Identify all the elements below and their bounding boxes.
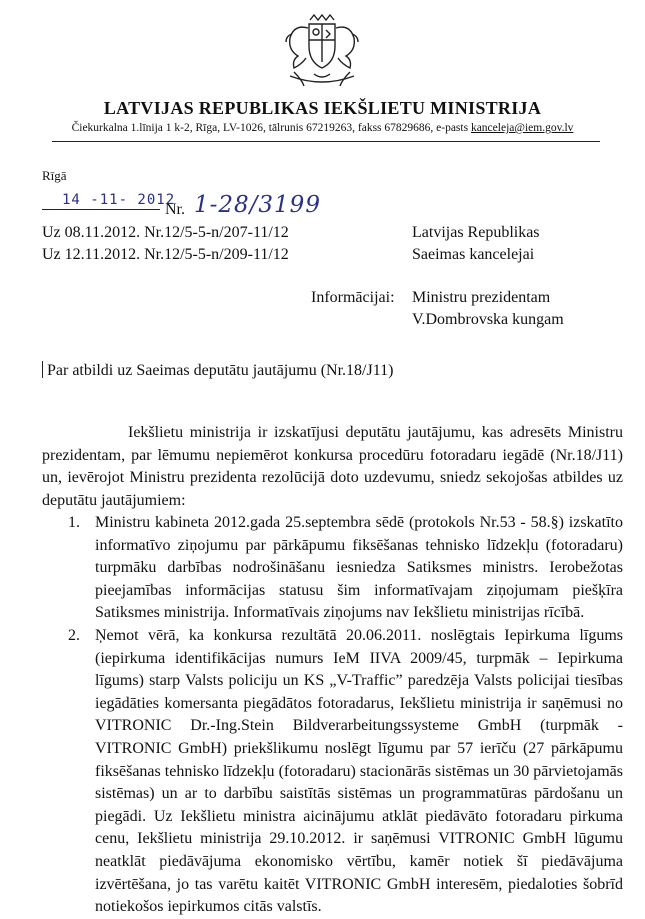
list-item-number: 2. [68,626,80,644]
answer-list [42,512,623,919]
list-item [42,625,623,919]
number-label: Nr. [165,201,185,218]
recipient-line: Saeimas kancelejai [412,246,535,263]
header-divider [52,141,600,142]
list-item-text: Ministru kabineta 2012.gada 25.septembra sēdē (protokols Nr.53 - 58.§) izskatīto informatīvo ziņojumu par pārkāpumu fiksēšanas tehnisko līdzekļu (fotoradaru) turpmāku darbības nodrošināšanu iesniedza Satiksmes ministrs. Ierobežotas pieejamības informācijas statusu šim informatīvajam ziņojumam piešķīra Satiksmes ministrija. Informatīvais ziņojums nav Iekšlietu ministrijas rīcībā. [95,514,623,622]
intro-paragraph: Iekšlietu ministrija ir izskatījusi deputātu jautājumu, kas adresēts Ministru prezidentam, par lēmumu nepiemērot konkursa procedūru fotoradaru iegādē (Nr.18/J11) un, ievērojot Ministru prezidenta rezolūcijā doto uzdevumu, sniedz sekojošas atbildes uz deputātu jautājumiem: [42,424,623,509]
email-link[interactable]: kanceleja@iem.gov.lv [470,122,574,134]
ministry-name: LATVIJAS REPUBLIKAS IEKŠLIETU MINISTRIJA [103,98,542,118]
reference-line: Uz 12.11.2012. Nr.12/5-5-n/209-11/12 [42,246,289,263]
coat-of-arms-icon [280,12,364,88]
handwritten-number: 1-28/3199 [194,192,321,218]
subject-text: Par atbildi uz Saeimas deputātu jautājumu (Nr.18/J11) [47,362,394,379]
list-item-text: Ņemot vērā, ka konkursa rezultātā 20.06.2011. noslēgtais Iepirkuma līgums (iepirkuma identifikācijas numurs IeM IIVA 2009/45, turpmāk – Iepirkuma līgums) starp Valsts policiju un KS „V-Traffic” paredzēja Valsts policijai tiesības iegādāties komersanta piegādātos fotoradarus, Iekšlietu ministrija ir saņēmusi no VITRONIC Dr.-Ing.Stein Bildverarbeitungssysteme GmbH (turpmāk - VITRONIC GmbH) priekšlikumu noslēgt līgumu par 57 ierīču (27 pārkāpumu fiksēšanas tehnisko līdzekļu (fotoradaru) stacionārās sistēmas un 30 pārvietojamās sistēmas) un ar to darbību saistītās sistēmas un programmatūras pārdošanu un piegādi. Uz Iekšlietu ministra aicinājumu atklāt piedāvāto fotoradaru pirkuma cenu, Iekšlietu ministrija 29.10.2012. ir saņēmusi VITRONIC GmbH lūgumu neatklāt piedāvājuma ekonomisko vērtību, kamēr notiek šī piedāvājuma izvērtēšana, jo tas varētu kaitēt VITRONIC GmbH interesēm, piedaloties šobrīd notiekošos iepirkumos citās valstīs. [95,626,623,916]
recipient-line: Latvijas Republikas [412,224,540,241]
info-recipient-line: V.Dombrovska kungam [412,311,564,328]
date-stamp: 14 -11- 2012 [62,192,176,208]
reference-line: Uz 08.11.2012. Nr.12/5-5-n/207-11/12 [42,224,289,241]
list-item-number: 1. [68,514,80,531]
info-recipient-line: Ministru prezidentam [412,289,551,306]
list-item [42,512,623,625]
contact-details: Čiekurkalna 1.līnija 1 k-2, Rīga, LV-1026, tālrunis 67219263, fakss 67829686, e-pasts [71,122,471,134]
subject-bracket [42,361,43,378]
info-label: Informācijai: [311,289,395,306]
contact-line [0,122,645,134]
place: Rīgā [42,168,67,183]
date-underline [42,209,160,210]
subject-line [42,361,393,380]
